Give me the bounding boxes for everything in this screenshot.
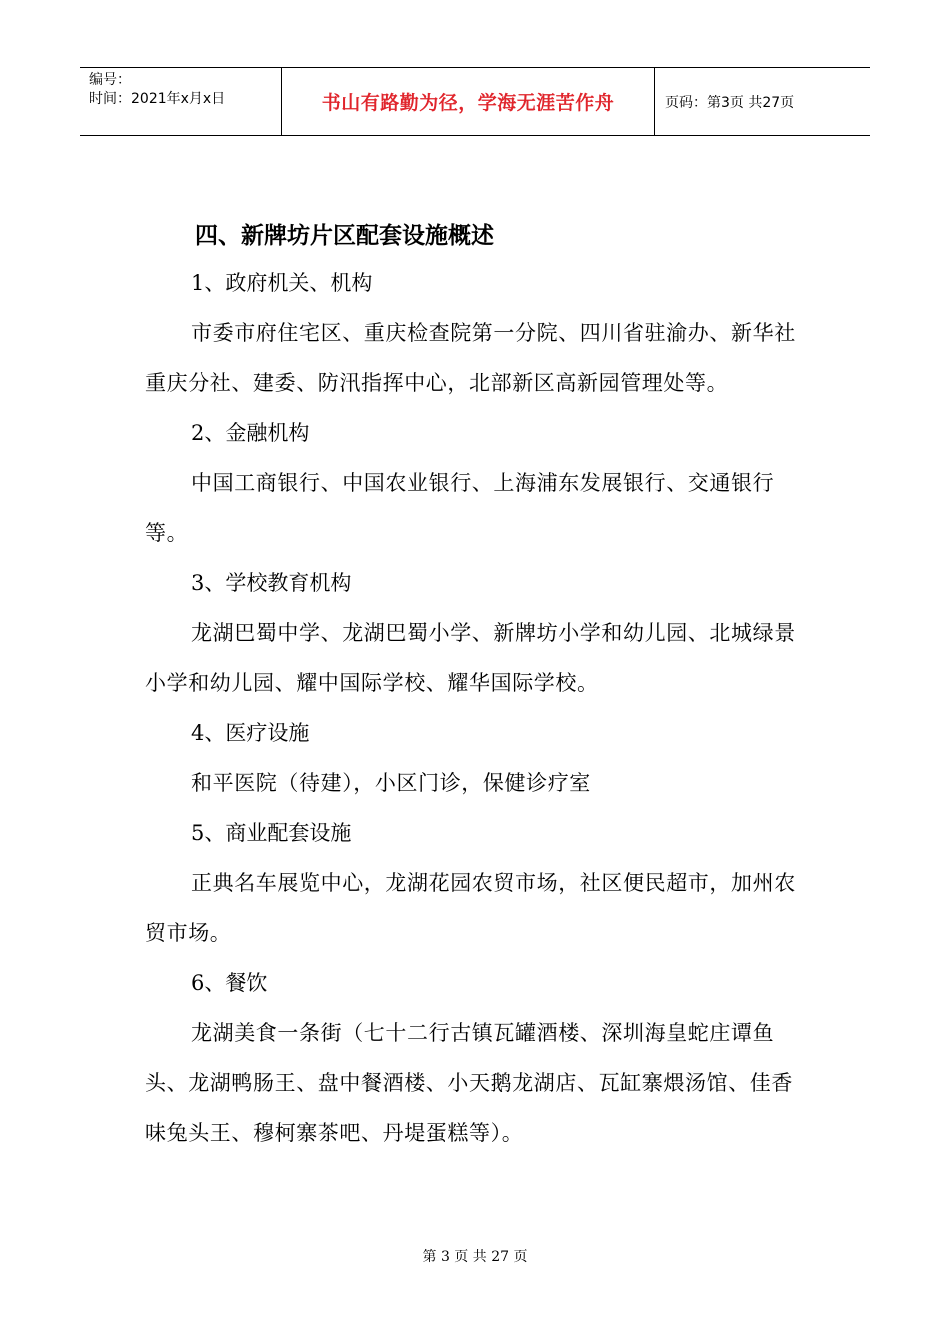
header-meta xyxy=(80,68,282,135)
item-text-4: 和平医院（待建），小区门诊，保健诊疗室 xyxy=(191,771,591,795)
item-heading-4: 4、医疗设施 xyxy=(191,721,310,745)
item-heading-2: 2、金融机构 xyxy=(191,421,310,445)
number-label: 编号： xyxy=(89,72,131,88)
item-text-6: 龙湖美食一条街（七十二行古镇瓦罐酒楼、深圳海皇蛇庄谭鱼头、龙湖鸭肠王、盘中餐酒楼、小天鹅龙湖店、瓦缸寨煨汤馆、佳香味兔头王、穆柯寨茶吧、丹堤蛋糕等）。 xyxy=(145,1021,793,1145)
document-body xyxy=(145,214,810,1158)
item-text-3: 龙湖巴蜀中学、龙湖巴蜀小学、新牌坊小学和幼儿园、北城绿景小学和幼儿园、耀中国际学校、耀华国际学校。 xyxy=(145,621,796,695)
item-heading-6: 6、餐饮 xyxy=(191,971,268,995)
item-text-2: 中国工商银行、中国农业银行、上海浦东发展银行、交通银行等。 xyxy=(145,471,775,545)
header-page-info: 页码：第3页 共27页 xyxy=(665,94,795,111)
time-label: 时间：2021年x月x日 xyxy=(89,91,226,107)
item-heading-3: 3、学校教育机构 xyxy=(191,571,352,595)
item-text-1: 市委市府住宅区、重庆检查院第一分院、四川省驻渝办、新华社重庆分社、建委、防汛指挥中心，北部新区高新园管理处等。 xyxy=(145,321,796,395)
item-heading-5: 5、商业配套设施 xyxy=(191,821,352,845)
page-footer: 第 3 页 共 27 页 xyxy=(422,1249,528,1265)
header-motto: 书山有路勤为径，学海无涯苦作舟 xyxy=(282,68,655,135)
item-text-5: 正典名车展览中心，龙湖花园农贸市场，社区便民超市，加州农贸市场。 xyxy=(145,871,796,945)
page-header xyxy=(80,67,870,136)
section-title: 四、新牌坊片区配套设施概述 xyxy=(195,223,494,249)
item-heading-1: 1、政府机关、机构 xyxy=(191,271,373,295)
